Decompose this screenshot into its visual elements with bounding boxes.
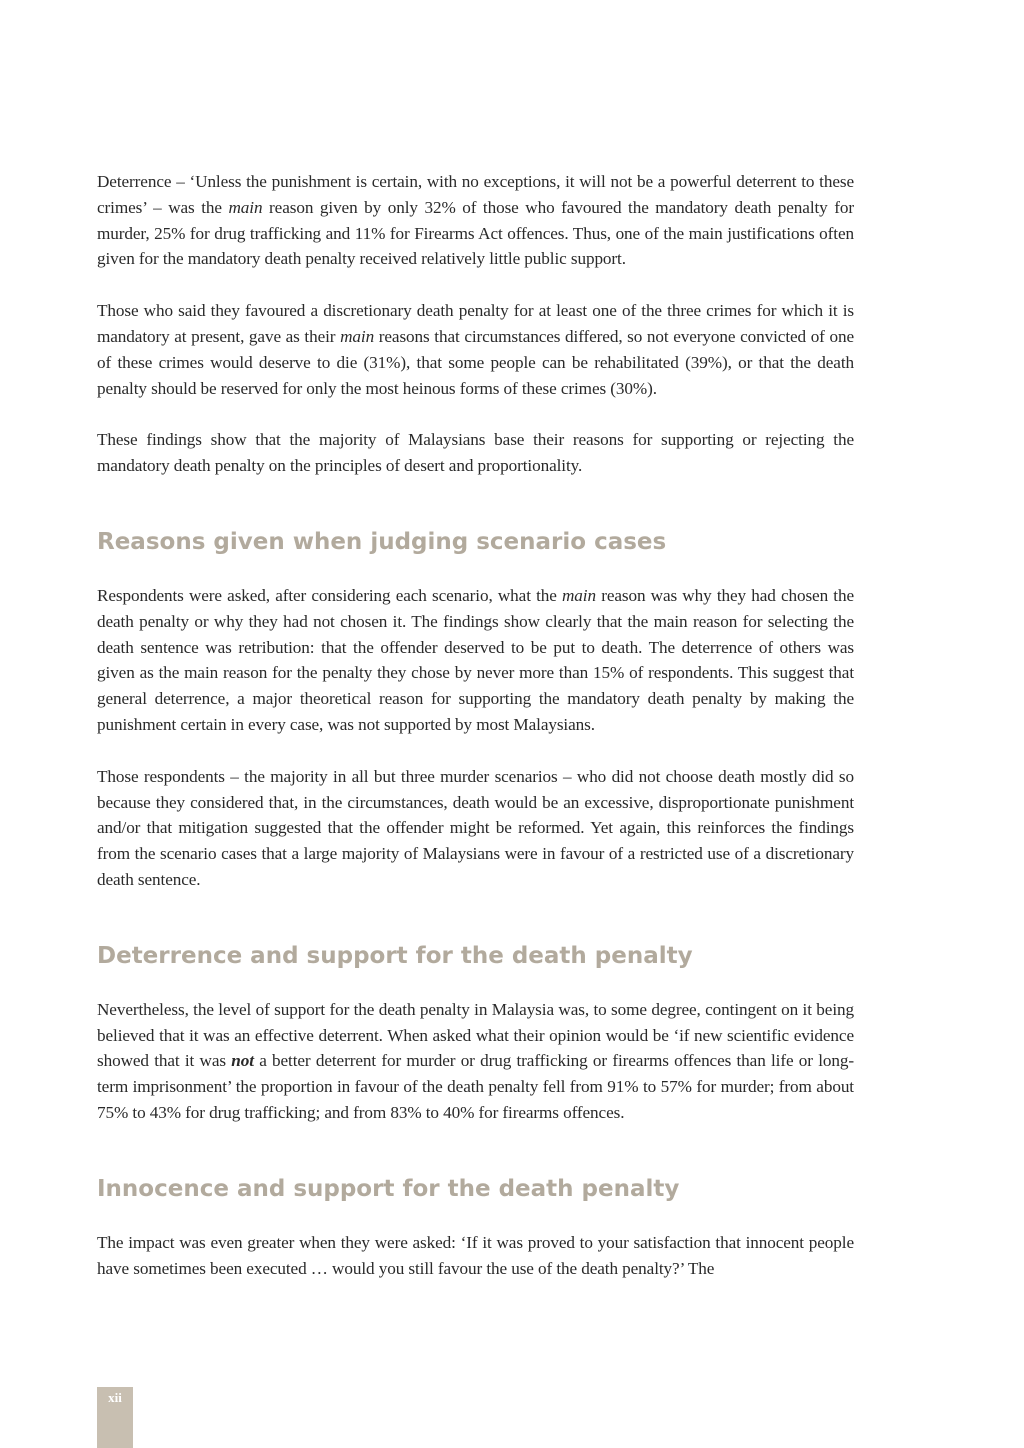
- paragraph-text: reason was why they had chosen the death penalty or why they had not chosen it. The findings show clearly that the main reason for selecting the death sentence was retribution: that the offender deserved to be put to death. The deterrence of others was given as the main reason for the penalty they chose by never more than 15% of respondents. This suggest that general deterrence, a major theoretical reason for supporting the mandatory death penalty by making the punishment certain in every case, was not supported by most Malaysians.: [97, 585, 854, 734]
- heading-reasons-scenario-cases: Reasons given when judging scenario cases: [97, 528, 667, 555]
- page-number-tab: [97, 1387, 133, 1448]
- paragraph-deterrence-contingent: [97, 997, 854, 1126]
- paragraph-text: reason given by only 32% of those who favoured the mandatory death penalty for murder, 25% for drug trafficking and 11% for Firearms Act offences. Thus, one of the main justifications often given for the mandatory death penalty received relatively little public support.: [97, 197, 854, 269]
- paragraph-text: reasons that circumstances differed, so not everyone convicted of one of these crimes would deserve to die (31%), that some people can be rehabilitated (39%), or that the death penalty should be reserved for only the most heinous forms of these crimes (30%).: [97, 326, 854, 398]
- paragraph-text: Respondents were asked, after considering each scenario, what the: [97, 585, 562, 605]
- emphasis-text: main: [340, 326, 375, 346]
- page-content: [97, 169, 854, 1307]
- paragraph-deterrence-main-reason: [97, 169, 854, 272]
- paragraph-respondents-main-reason: [97, 583, 854, 738]
- paragraph-text: Deterrence – ‘Unless the punishment is certain, with no exceptions, it will not be a powerful deterrent to these crimes’ – was the: [97, 172, 854, 217]
- paragraph-text: Those who said they favoured a discretionary death penalty for at least one of the three crimes for which it is mandatory at present, gave as their: [97, 301, 854, 346]
- paragraph-findings-desert: These findings show that the majority of Malaysians base their reasons for supporting or rejecting the mandatory death penalty on the principles of desert and proportionality.: [97, 430, 854, 476]
- paragraph-respondents-not-death: Those respondents – the majority in all but three murder scenarios – who did not choose death mostly did so because they considered that, in the circumstances, death would be an excessive, disproportionate punishment and/or that mitigation suggested that the offender might be reformed. Yet again, this reinforces the findings from the scenario cases that a large majority of Malaysians were in favour of a restricted use of a discretionary death sentence.: [97, 766, 854, 889]
- paragraph-discretionary-reasons: [97, 298, 854, 401]
- heading-innocence-support: Innocence and support for the death penalty: [97, 1175, 680, 1202]
- strong-emphasis-text: not: [231, 1051, 254, 1071]
- heading-deterrence-support: Deterrence and support for the death penalty: [97, 942, 693, 969]
- paragraph-text: a better deterrent for murder or drug trafficking or firearms offences than life or long-term imprisonment’ the proportion in favour of the death penalty fell from 91% to 57% for murder; from about 75% to 43% for drug trafficking; and from 83% to 40% for firearms offences.: [97, 1051, 854, 1122]
- page-number: xii: [108, 1390, 122, 1405]
- emphasis-text: main: [562, 585, 596, 605]
- emphasis-text: main: [228, 197, 263, 217]
- paragraph-innocence-impact: The impact was even greater when they were asked: ‘If it was proved to your satisfaction that innocent people have sometimes been executed … would you still favour the use of the death penalty?’ The: [97, 1232, 854, 1278]
- paragraph-text: Nevertheless, the level of support for the death penalty in Malaysia was, to some degree, contingent on it being believed that it was an effective deterrent. When asked what their opinion would be ‘if new scientific evidence showed that it was: [97, 999, 854, 1071]
